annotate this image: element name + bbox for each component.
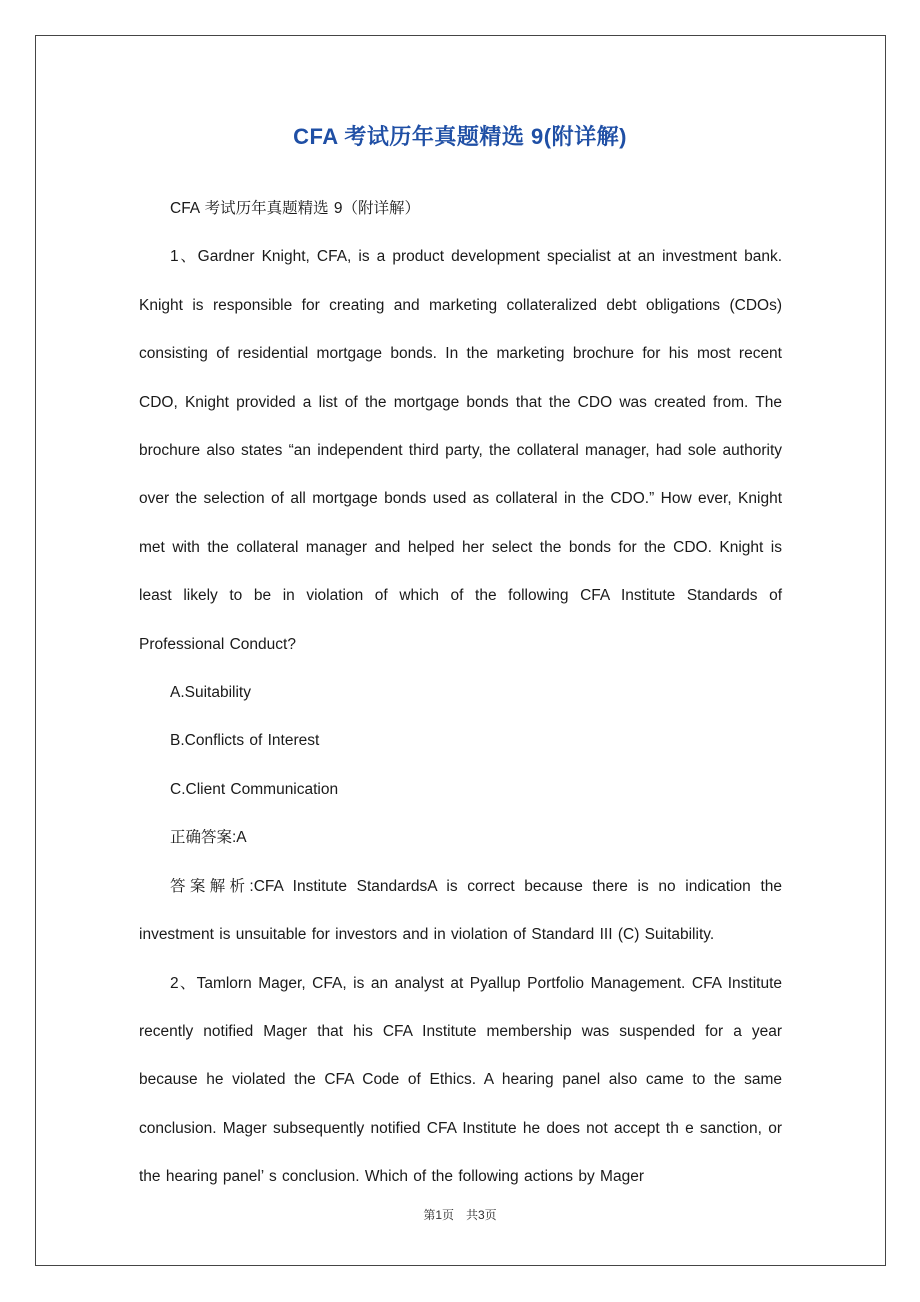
- paragraph-option-c: C.Client Communication: [170, 780, 339, 798]
- paragraph-option-a: A.Suitability: [170, 684, 251, 702]
- document-body: [139, 185, 782, 1202]
- page-number-label: 第1页 共3页: [423, 1208, 497, 1222]
- paragraph-heading-line: CFA 考试历年真题精选 9（附详解）: [170, 200, 421, 217]
- paragraph-answer-analysis: 答案解析:CFA Institute StandardsA is correct because there is no indication the investment is unsuitable for investors and in violation of Standard III (C) Suitability.: [139, 877, 782, 944]
- paragraph-correct-answer: 正确答案:A: [170, 829, 247, 847]
- page-footer: [0, 1206, 920, 1223]
- paragraph-option-b: B.Conflicts of Interest: [170, 732, 320, 750]
- document-title: CFA 考试历年真题精选 9(附详解): [293, 124, 627, 149]
- paragraph-question-1: 1、Gardner Knight, CFA, is a product development specialist at an investment bank. Knight is responsible for creating and marketing collateralized debt obligations (CDOs) consisting of residential mortgage bonds. In the marketing brochure for his most recent CDO, Knight provided a list of the mortgage bonds that the CDO was created from. The brochure also states “an independent third party, the collateral manager, had sole authority over the selection of all mortgage bonds used as collateral in the CDO.” How ever, Knight met with the collateral manager and helped her select the bonds for the CDO. Knight is least likely to be in violation of which of the following CFA Institute Standards of Professional Conduct?: [139, 248, 782, 653]
- paragraph-question-2: 2、Tamlorn Mager, CFA, is an analyst at Pyallup Portfolio Management. CFA Institute recently notified Mager that his CFA Institute membership was suspended for a year because he violated the CFA Code of Ethics. A hearing panel also came to the same conclusion. Mager subsequently notified CFA Institute he does not accept th e sanction, or the hearing panel’ s conclusion. Which of the following actions by Mager: [139, 974, 782, 1186]
